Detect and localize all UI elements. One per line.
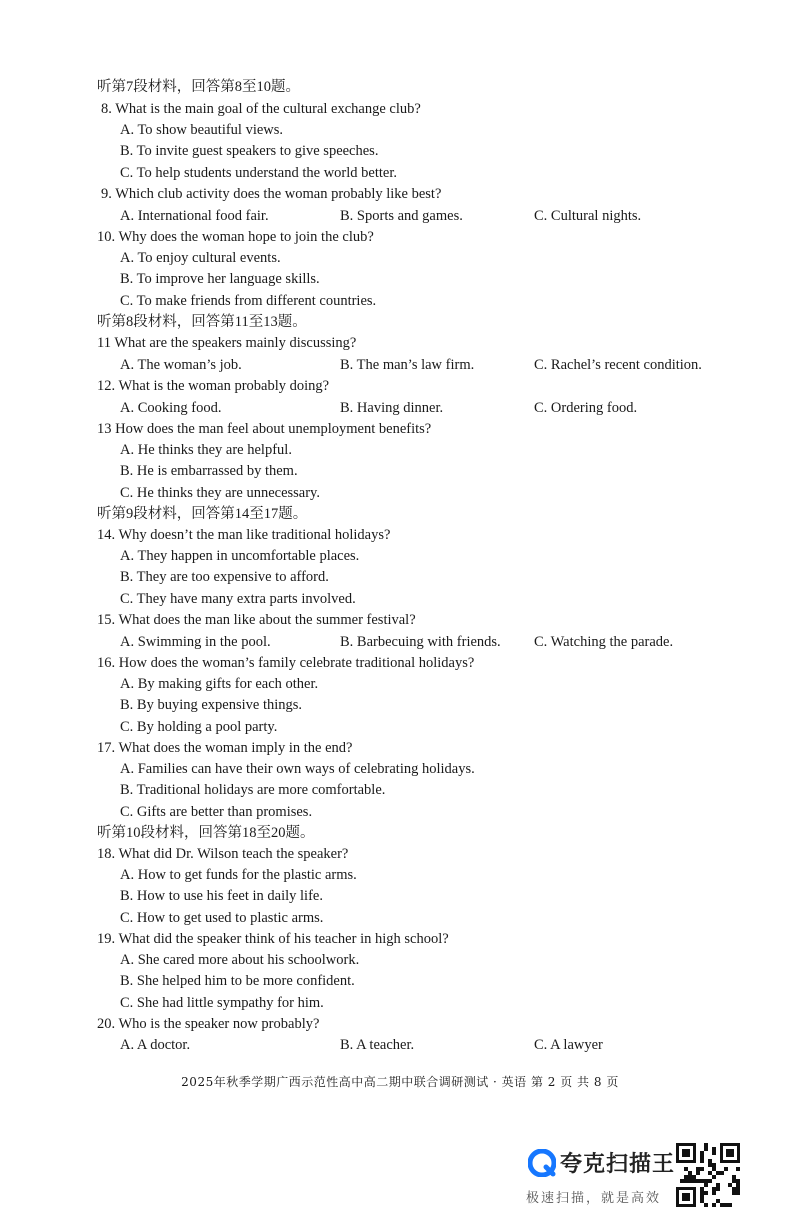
- answer-option: A. Swimming in the pool.: [120, 634, 271, 650]
- answer-option: B. By buying expensive things.: [120, 697, 303, 713]
- question-stem: 20. Who is the speaker now probably?: [97, 1016, 320, 1032]
- section-heading: 听第8段材料，回答第11至13题。: [97, 314, 307, 330]
- answer-option: B. A teacher.: [340, 1037, 415, 1053]
- answer-option: B. She helped him to be more confident.: [120, 973, 355, 989]
- answer-option: B. Traditional holidays are more comfortable.: [120, 782, 386, 798]
- answer-option: B. How to use his feet in daily life.: [120, 888, 323, 904]
- answer-option: C. Gifts are better than promises.: [120, 804, 313, 820]
- answer-option: B. He is embarrassed by them.: [120, 463, 298, 479]
- question-stem: 11 What are the speakers mainly discussing?: [97, 335, 357, 351]
- answer-option: C. By holding a pool party.: [120, 719, 278, 735]
- answer-option: B. They are too expensive to afford.: [120, 569, 329, 585]
- question-stem: 8. What is the main goal of the cultural exchange club?: [101, 101, 421, 117]
- watermark-title: 夸克扫描王: [560, 1152, 676, 1177]
- answer-option: A. By making gifts for each other.: [120, 676, 319, 692]
- answer-option: A. She cared more about his schoolwork.: [120, 952, 360, 968]
- question-stem: 12. What is the woman probably doing?: [97, 378, 330, 394]
- question-stem: 13 How does the man feel about unemployment benefits?: [97, 421, 432, 437]
- answer-option: C. They have many extra parts involved.: [120, 591, 356, 607]
- question-stem: 14. Why doesn’t the man like traditional holidays?: [97, 527, 391, 543]
- question-stem: 18. What did Dr. Wilson teach the speaker?: [97, 846, 349, 862]
- answer-option: A. A doctor.: [120, 1037, 191, 1053]
- section-heading: 听第10段材料，回答第18至20题。: [97, 825, 315, 841]
- section-heading: 听第7段材料，回答第8至10题。: [97, 79, 300, 95]
- answer-option: A. The woman’s job.: [120, 357, 242, 373]
- answer-option: A. He thinks they are helpful.: [120, 442, 292, 458]
- answer-option: B. The man’s law firm.: [340, 357, 475, 373]
- question-stem: 9. Which club activity does the woman probably like best?: [101, 186, 442, 202]
- answer-option: B. To improve her language skills.: [120, 271, 320, 287]
- question-stem: 17. What does the woman imply in the end?: [97, 740, 353, 756]
- answer-option: B. Sports and games.: [340, 208, 463, 224]
- quark-logo-icon: [528, 1149, 556, 1177]
- answer-option: C. A lawyer: [534, 1037, 603, 1053]
- answer-option: C. Cultural nights.: [534, 208, 642, 224]
- scanner-watermark: [524, 1143, 744, 1209]
- answer-option: C. To help students understand the world better.: [120, 165, 397, 181]
- answer-option: A. To show beautiful views.: [120, 122, 284, 138]
- page-footer: 2025年秋季学期广西示范性高中高二期中联合调研测试 · 英语 第 2 页 共 8 页: [181, 1075, 619, 1089]
- answer-option: B. Barbecuing with friends.: [340, 634, 501, 650]
- watermark-subtitle: 极速扫描，就是高效: [526, 1191, 662, 1206]
- answer-option: C. To make friends from different countries.: [120, 293, 377, 309]
- answer-option: C. Rachel’s recent condition.: [534, 357, 702, 373]
- section-heading: 听第9段材料，回答第14至17题。: [97, 506, 308, 522]
- question-stem: 16. How does the woman’s family celebrate traditional holidays?: [97, 655, 475, 671]
- answer-option: C. He thinks they are unnecessary.: [120, 485, 320, 501]
- answer-option: C. Ordering food.: [534, 400, 638, 416]
- answer-option: A. To enjoy cultural events.: [120, 250, 281, 266]
- answer-option: A. Cooking food.: [120, 400, 222, 416]
- qr-code-icon: [676, 1143, 740, 1207]
- answer-option: A. International food fair.: [120, 208, 269, 224]
- answer-option: A. Families can have their own ways of celebrating holidays.: [120, 761, 475, 777]
- question-stem: 10. Why does the woman hope to join the club?: [97, 229, 374, 245]
- answer-option: B. Having dinner.: [340, 400, 444, 416]
- answer-option: C. Watching the parade.: [534, 634, 674, 650]
- question-stem: 19. What did the speaker think of his teacher in high school?: [97, 931, 449, 947]
- question-stem: 15. What does the man like about the summer festival?: [97, 612, 416, 628]
- answer-option: A. How to get funds for the plastic arms.: [120, 867, 357, 883]
- answer-option: B. To invite guest speakers to give speeches.: [120, 143, 379, 159]
- answer-option: A. They happen in uncomfortable places.: [120, 548, 360, 564]
- answer-option: C. She had little sympathy for him.: [120, 995, 324, 1011]
- answer-option: C. How to get used to plastic arms.: [120, 910, 324, 926]
